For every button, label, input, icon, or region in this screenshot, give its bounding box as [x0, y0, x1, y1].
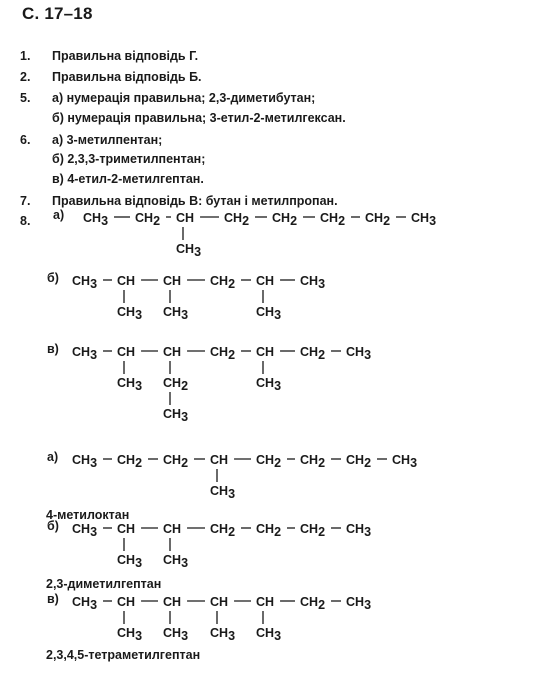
chain-group: CH3	[300, 274, 326, 291]
chain-group: CH3	[346, 522, 372, 539]
answer-6c-text: в) 4-етил-2-метилгептан.	[52, 172, 204, 186]
answer-1-number: 1.	[20, 49, 31, 63]
chain-group: CH2	[163, 453, 189, 470]
substituent-group: CH3	[256, 305, 282, 322]
chain-group: CH3	[346, 345, 372, 362]
structure-3-label: в)	[47, 342, 59, 356]
chain-group: CH2	[365, 211, 391, 228]
chain-group: CH2	[300, 595, 326, 612]
substituent-group: CH3	[256, 376, 282, 393]
chain-group: CH2	[256, 522, 282, 539]
chain-group: CH	[163, 345, 182, 359]
structure-4-name: 4-метилоктан	[46, 508, 130, 522]
chain-group: CH3	[72, 595, 98, 612]
chain-group: CH	[163, 595, 182, 609]
answer-7-number: 7.	[20, 194, 31, 208]
chain-group: CH3	[83, 211, 109, 228]
substituent-group: CH3	[117, 553, 143, 570]
chain-group: CH2	[210, 274, 236, 291]
chain-group: CH2	[256, 453, 282, 470]
chain-group: CH2	[117, 453, 143, 470]
substituent-group: CH3	[210, 484, 236, 501]
substituent-group: CH3	[163, 305, 189, 322]
chain-group: CH3	[346, 595, 372, 612]
substituent-group: CH3	[256, 626, 282, 643]
structure-6-label: в)	[47, 592, 59, 606]
chain-group: CH2	[300, 345, 326, 362]
answer-1-text: Правильна відповідь Г.	[52, 49, 199, 63]
chain-group: CH	[117, 595, 136, 609]
answer-7-text: Правильна відповідь В: бутан і метилпропан.	[52, 194, 338, 208]
answer-5b-text: б) нумерація правильна; 3-етил-2-метилгексан.	[52, 111, 346, 125]
chain-group: CH	[163, 522, 182, 536]
answer-6-number: 6.	[20, 133, 31, 147]
structure-5-label: б)	[47, 519, 59, 533]
answer-5a-text: а) нумерація правильна; 2,3-диметибутан;	[52, 91, 316, 105]
chain-group: CH	[117, 345, 136, 359]
substituent-group: CH3	[176, 242, 202, 259]
chain-group: CH	[256, 595, 275, 609]
chain-group: CH3	[411, 211, 437, 228]
substituent-group: CH2	[163, 376, 189, 393]
chain-group: CH3	[392, 453, 418, 470]
substituent-group: CH3	[117, 626, 143, 643]
chain-group: CH2	[346, 453, 372, 470]
chain-group: CH	[256, 345, 275, 359]
structure-2-label: б)	[47, 271, 59, 285]
task-8-number: 8.	[20, 214, 31, 228]
substituent-group: CH3	[117, 305, 143, 322]
page-title: С. 17–18	[22, 4, 93, 23]
answer-5-number: 5.	[20, 91, 31, 105]
chain-group: CH	[117, 522, 136, 536]
chain-group: CH2	[300, 522, 326, 539]
substituent-group: CH3	[163, 407, 189, 424]
structure-1-label: а)	[53, 208, 65, 222]
chain-group: CH2	[300, 453, 326, 470]
answer-6a-text: а) 3-метилпентан;	[52, 133, 163, 147]
chain-group: CH3	[72, 345, 98, 362]
chain-group: CH	[210, 595, 229, 609]
chain-group: CH2	[320, 211, 346, 228]
substituent-group: CH3	[163, 553, 189, 570]
structure-4-label: а)	[47, 450, 59, 464]
substituent-group: CH3	[163, 626, 189, 643]
chain-group: CH3	[72, 274, 98, 291]
answer-2-text: Правильна відповідь Б.	[52, 70, 202, 84]
answer-2-number: 2.	[20, 70, 31, 84]
structure-5-name: 2,3-диметилгептан	[46, 577, 162, 591]
substituent-group: CH3	[210, 626, 236, 643]
chain-group: CH3	[72, 453, 98, 470]
chain-group: CH2	[135, 211, 161, 228]
chain-group: CH2	[210, 345, 236, 362]
chain-group: CH	[210, 453, 229, 467]
answer-6b-text: б) 2,3,3-триметилпентан;	[52, 152, 206, 166]
substituent-group: CH3	[117, 376, 143, 393]
chain-group: CH	[117, 274, 136, 288]
chain-group: CH3	[72, 522, 98, 539]
chain-group: CH2	[272, 211, 298, 228]
chain-group: CH	[256, 274, 275, 288]
chain-group: CH	[163, 274, 182, 288]
structure-6-name: 2,3,4,5-тетраметилгептан	[46, 648, 201, 662]
chain-group: CH2	[224, 211, 250, 228]
chain-group: CH	[176, 211, 195, 225]
chain-group: CH2	[210, 522, 236, 539]
